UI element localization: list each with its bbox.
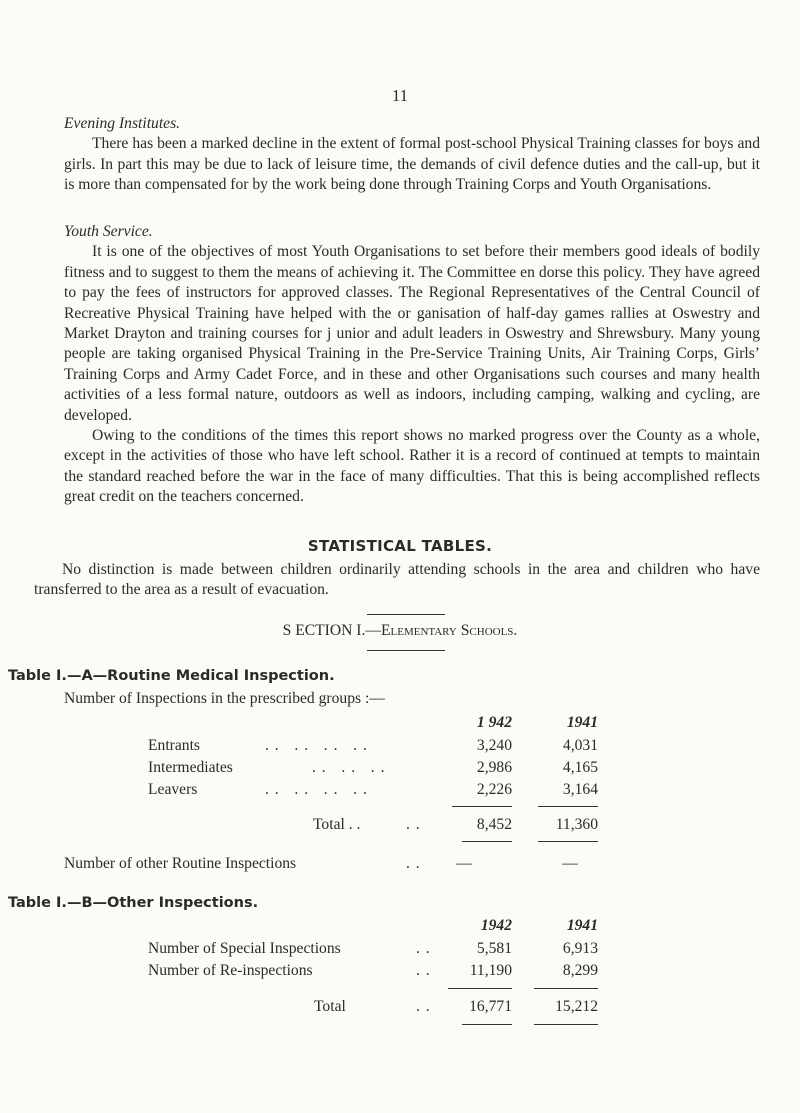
youth-service-heading: Youth Service. <box>64 223 153 240</box>
section-title <box>0 622 800 640</box>
table-b-total-dots: . . <box>416 998 431 1015</box>
table-a-row-1942: 2,226 <box>476 781 512 798</box>
table-b-subtotal-rule-1941 <box>534 988 598 989</box>
table-a-col-1941: 1941 <box>566 714 598 731</box>
statistical-tables-paragraph: No distinction is made between children ordinarily attending schools in the area and children who have transferred to the area as a result of evacuation. <box>34 561 760 599</box>
table-b-total-label: Total <box>314 998 346 1015</box>
table-b-col-1941: 1941 <box>566 917 598 934</box>
page-number: 11 <box>391 86 409 105</box>
evening-institutes-heading: Evening Institutes. <box>64 115 181 132</box>
table-a-row-label: Entrants <box>148 737 200 754</box>
table-b-row-1941: 6,913 <box>562 940 598 957</box>
table-a-subheading: Number of Inspections in the prescribed groups :— <box>64 690 385 707</box>
table-a-row-dots: . . . . . . <box>312 759 386 776</box>
section-prefix: S ECTION I.— <box>282 622 381 639</box>
table-a-row-label: Intermediates <box>148 759 233 776</box>
table-a-other-1941: — <box>562 855 578 872</box>
table-a-subtotal-rule-1941 <box>538 806 598 807</box>
table-b-total-rule-1942 <box>462 1024 512 1025</box>
evening-institutes-paragraph: There has been a marked decline in the extent of formal post-school Physical Training classes for boys and girls. In part this may be due to lack of leisure time, the demands of civil defence duties and the call-up, but it is more than compensated for by the work being done through Training Corps and Youth Organisations. <box>64 135 760 194</box>
statistical-tables-heading: STATISTICAL TABLES. <box>307 537 493 555</box>
evening-institutes-section <box>64 114 760 196</box>
table-a-row-dots: . . . . . . . . <box>265 781 368 798</box>
table-b-row-label: Number of Special Inspections <box>148 940 341 957</box>
table-b-subtotal-rule-1942 <box>448 988 512 989</box>
table-a-other-1942: — <box>456 855 472 872</box>
table-a-col-1942: 1 942 <box>476 714 512 731</box>
table-a-other-label: Number of other Routine Inspections <box>64 855 297 872</box>
table-b-row-dots: . . <box>416 940 431 957</box>
table-a-other-dots: . . <box>406 855 421 872</box>
table-a-row-1942: 2,986 <box>476 759 512 776</box>
section-rule-top <box>367 614 445 615</box>
section-name: Elementary Schools. <box>380 622 518 639</box>
table-b-total-rule-1941 <box>534 1024 598 1025</box>
youth-service-paragraph-2: Owing to the conditions of the times this report shows no marked progress over the County as a whole, except in the activities of those who have left school. Rather it is a record of continued at tempts to maintain the standard reached before the war in the face of many difficulties. That this is being accomplished reflects great credit on the teachers concerned. <box>64 427 760 506</box>
table-a-heading: Table I.—A—Routine Medical Inspection. <box>8 668 335 684</box>
section-rule-bottom <box>367 650 445 651</box>
table-a-total-rule-1941 <box>538 841 598 842</box>
table-b-heading: Table I.—B—Other Inspections. <box>8 895 259 911</box>
table-a-total-label: Total . . <box>313 816 361 833</box>
table-b-row-label: Number of Re-inspections <box>148 962 313 979</box>
table-b-row-1942: 11,190 <box>469 962 512 979</box>
table-b-total-1941: 15,212 <box>555 998 598 1015</box>
table-a-row-1941: 3,164 <box>562 781 598 798</box>
table-b-row-dots: . . <box>416 962 431 979</box>
table-a-row-1941: 4,031 <box>562 737 598 754</box>
table-a-total-1942: 8,452 <box>476 816 512 833</box>
table-b-row-1942: 5,581 <box>476 940 512 957</box>
statistical-tables-section <box>34 560 760 601</box>
table-a-total-1941: 11,360 <box>555 816 598 833</box>
table-a-row-1942: 3,240 <box>476 737 512 754</box>
table-a-row-dots: . . . . . . . . <box>265 737 368 754</box>
table-b-row-1941: 8,299 <box>562 962 598 979</box>
table-a-row-1941: 4,165 <box>562 759 598 776</box>
youth-service-section <box>64 222 760 508</box>
youth-service-paragraph-1: It is one of the objectives of most Youth Organisations to set before their members good ideals of bodily fitness and to suggest to them the means of achieving it. The Committee en dorse this policy. They have agreed to pay the fees of instructors for approved classes. The Regional Representatives of the Central Council of Recreative Physical Training have helped with the or ganisation of half-day games rallies at Oswestry and Market Drayton and training courses for j unior and adult leaders in Oswestry and Shrewsbury. Many young people are taking organised Physical Training in the Pre-Service Training Units, Air Training Corps, Girls’ Training Corps and Army Cadet Force, and in these and other Organisations such courses and many health activities of a less formal nature, outdoors as well as indoors, including camping, walking and cycling, are developed. <box>64 243 760 424</box>
table-a-total-dots: . . <box>406 816 421 833</box>
table-b-total-1942: 16,771 <box>469 998 512 1015</box>
table-a-total-rule-1942 <box>462 841 512 842</box>
table-a-subtotal-rule-1942 <box>452 806 512 807</box>
table-a-row-label: Leavers <box>148 781 198 798</box>
table-b-col-1942: 1942 <box>480 917 512 934</box>
